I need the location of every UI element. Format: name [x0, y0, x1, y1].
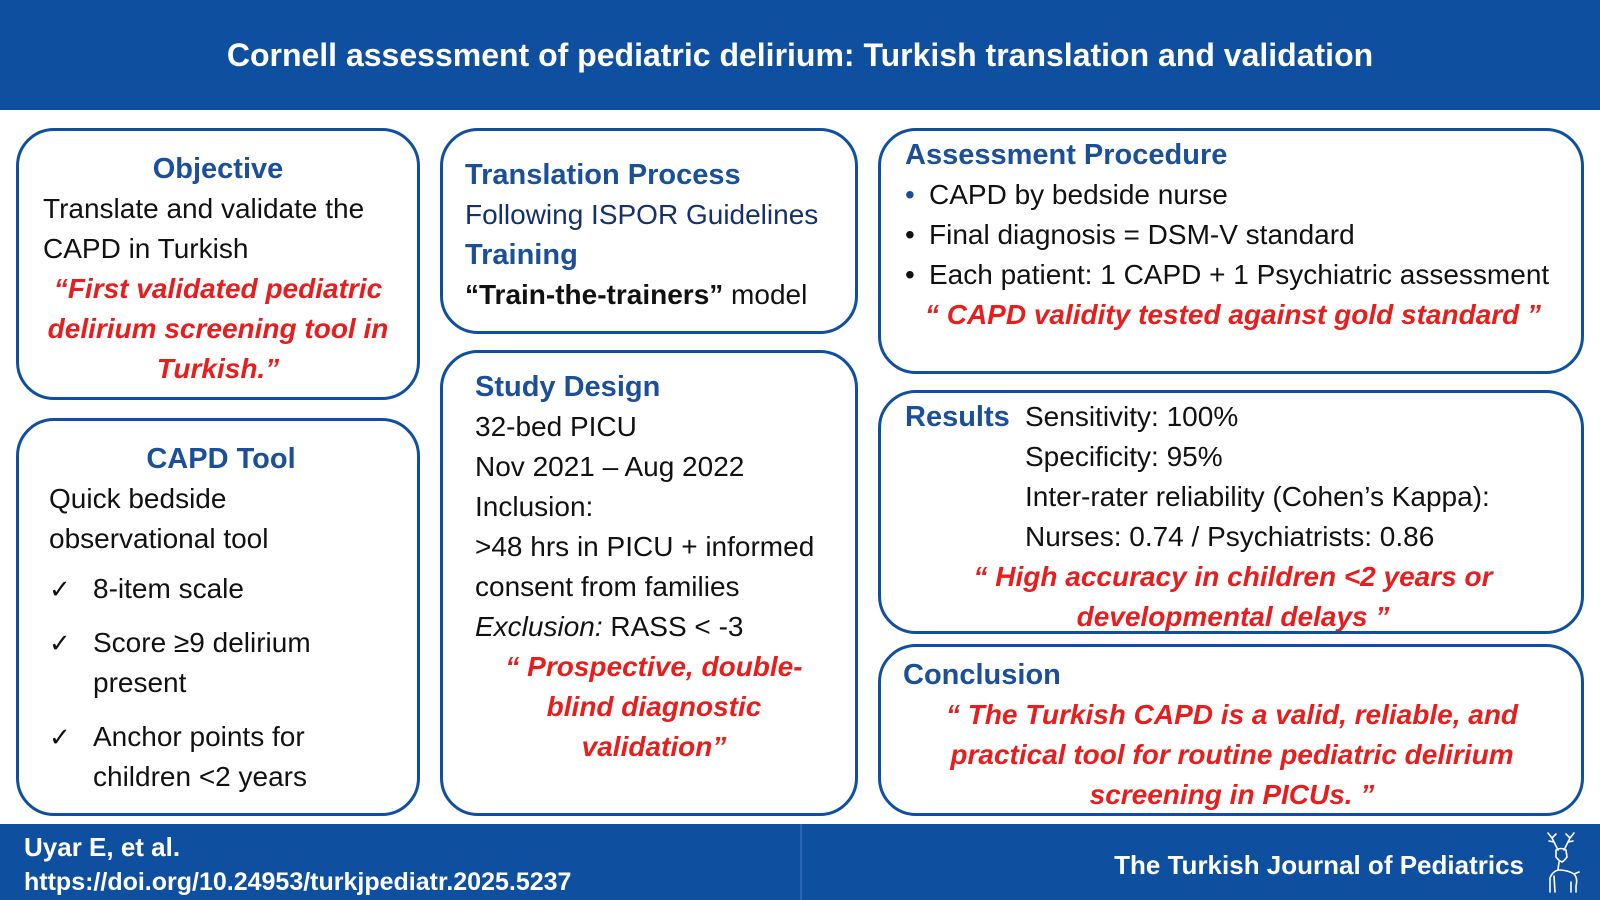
study-design-line: Nov 2021 – Aug 2022 [475, 451, 745, 482]
checkmark-icon: ✓ [49, 574, 71, 604]
footer [0, 824, 1600, 900]
checkmark-icon: ✓ [49, 722, 71, 752]
training-heading: Training [465, 239, 578, 271]
list-item [49, 569, 393, 609]
author-citation: Uyar E, et al. [24, 832, 181, 862]
page-title: Cornell assessment of pediatric delirium: Turkish translation and validation [0, 0, 1600, 110]
list-item [49, 623, 393, 703]
assessment-quote: “ CAPD validity tested against gold standard ” [924, 299, 1542, 330]
study-design-box [440, 350, 858, 816]
conclusion-quote: “ The Turkish CAPD is a valid, reliable, and practical tool for routine pediatric delirium screening in PICUs. ” [945, 699, 1519, 810]
list-item-text: Each patient: 1 CAPD + 1 Psychiatric assessment [929, 259, 1550, 290]
results-values [1025, 397, 1490, 557]
assessment-box [878, 128, 1584, 374]
capd-tool-intro: Quick bedside observational tool [49, 483, 269, 554]
results-heading: Results [905, 401, 1010, 433]
checkmark-icon: ✓ [49, 628, 71, 658]
journal-name: The Turkish Journal of Pediatrics [1114, 850, 1524, 880]
study-design-line: Inclusion: [475, 491, 594, 522]
objective-quote: “First validated pediatric delirium screening tool in Turkish.” [47, 273, 389, 384]
list-item-text: Final diagnosis = DSM-V standard [929, 219, 1355, 250]
deer-logo-icon [1538, 830, 1584, 896]
exclusion-value: RASS < -3 [602, 611, 744, 642]
bullet-icon: • [905, 259, 915, 290]
conclusion-box [878, 644, 1584, 816]
exclusion-line [475, 607, 833, 647]
list-item [905, 255, 1561, 295]
list-item-text: 8-item scale [93, 573, 244, 604]
training-model-suffix: model [723, 279, 808, 310]
results-row [905, 397, 1561, 557]
study-design-line: >48 hrs in PICU + informed consent from families [475, 531, 815, 602]
training-model-name: “Train-the-trainers” [465, 279, 724, 310]
list-item [905, 215, 1561, 255]
list-item-text: Score ≥9 delirium present [93, 627, 311, 698]
conclusion-heading: Conclusion [903, 659, 1061, 691]
bullet-icon: • [905, 179, 915, 210]
list-item-text: Anchor points for children <2 years [93, 721, 308, 792]
objective-box [16, 128, 420, 400]
list-item [905, 175, 1561, 215]
translation-box [440, 128, 858, 334]
results-quote: “ High accuracy in children <2 years or developmental delays ” [973, 561, 1493, 632]
results-box [878, 390, 1584, 634]
translation-guidelines: Following ISPOR Guidelines [465, 199, 819, 230]
study-design-quote: “ Prospective, double-blind diagnostic validation” [505, 651, 803, 762]
capd-tool-box [16, 418, 420, 816]
exclusion-label: Exclusion: [475, 611, 603, 642]
objective-text: Translate and validate the CAPD in Turkish [43, 193, 365, 264]
results-line: Inter-rater reliability (Cohen’s Kappa): [1025, 481, 1490, 512]
assessment-heading: Assessment Procedure [905, 139, 1228, 171]
doi-link[interactable]: https://doi.org/10.24953/turkjpediatr.2025.5237 [24, 868, 572, 896]
bullet-icon: • [905, 219, 915, 250]
study-design-line: 32-bed PICU [475, 411, 637, 442]
footer-divider [800, 824, 802, 900]
results-line: Nurses: 0.74 / Psychiatrists: 0.86 [1025, 521, 1435, 552]
study-design-heading: Study Design [475, 371, 661, 403]
translation-heading: Translation Process [465, 159, 741, 191]
capd-tool-heading: CAPD Tool [146, 443, 296, 475]
results-line: Specificity: 95% [1025, 441, 1223, 472]
results-line: Sensitivity: 100% [1025, 401, 1239, 432]
list-item-text: CAPD by bedside nurse [929, 179, 1228, 210]
list-item [49, 717, 393, 797]
objective-heading: Objective [152, 153, 284, 185]
capd-tool-checklist [49, 569, 393, 797]
training-model [465, 275, 833, 315]
